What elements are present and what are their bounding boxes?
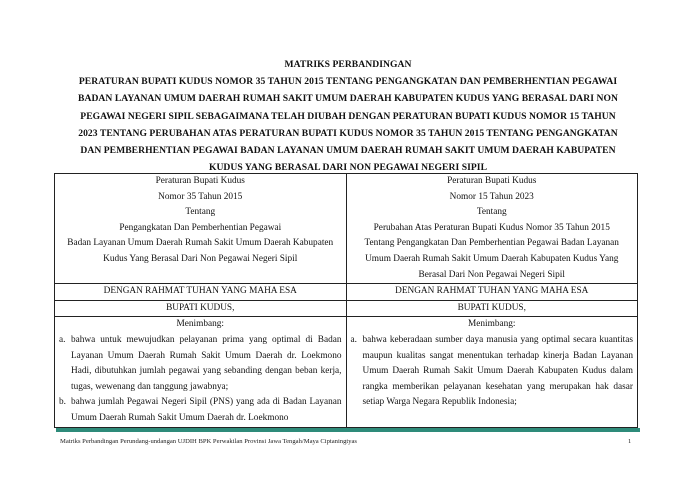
bupati-row <box>55 300 638 317</box>
left-menimbang-cell <box>55 317 347 427</box>
item-text: bahwa keberadaan sumber daya manusia yang optimal secara kuantitas maupun kualitas sangat menentukan terhadap kinerja Badan Layanan Umum Daerah Rumah Sakit Umum Daerah Kabupaten Kudus dalam rangka memberikan pelayanan kesehatan yang merupakan hak dasar setiap Warga Negara Republik Indonesia; <box>362 334 633 408</box>
menimbang-row <box>55 317 638 427</box>
left-header-line: Peraturan Bupati Kudus <box>155 176 245 186</box>
left-header-line: Badan Layanan Umum Daerah Rumah Sakit Umum Daerah Kabupaten <box>67 238 334 249</box>
comparison-table <box>54 173 638 428</box>
left-header-line: Pengangkatan Dan Pemberhentian Pegawai <box>119 222 282 233</box>
title-line: KUDUS YANG BERASAL DARI NON PEGAWAI NEGERI SIPIL <box>208 162 488 174</box>
right-header-line: Berasal Dari Non Pegawai Negeri Sipil <box>418 269 565 280</box>
footer-text: Matriks Perbandingan Perundang-undangan UJDIH BPK Perwakilan Provinsi Jawa Tengah/Maya Ciptaningtyas <box>60 438 358 445</box>
left-header-line: Kudus Yang Berasal Dari Non Pegawai Negeri Sipil <box>103 253 298 264</box>
right-header-line: Tentang <box>476 207 507 218</box>
title-line: 2023 TENTANG PERUBAHAN ATAS PERATURAN BUPATI KUDUS NOMOR 35 TAHUN 2015 TENTANG PENGANGKATAN <box>78 127 618 139</box>
list-item <box>59 333 342 395</box>
right-rahmat: DENGAN RAHMAT TUHAN YANG MAHA ESA <box>346 284 638 301</box>
left-menimbang-label: Menimbang: <box>176 319 224 330</box>
right-header-line: Umum Daerah Rumah Sakit Umum Daerah Kabupaten Kudus Yang <box>365 253 619 264</box>
page-number: 1 <box>628 438 632 445</box>
left-header-line: Tentang <box>185 207 216 218</box>
right-header-line: Peraturan Bupati Kudus <box>447 176 537 186</box>
title-line: PERATURAN BUPATI KUDUS NOMOR 35 TAHUN 2015 TENTANG PENGANGKATAN DAN PEMBERHENTIAN PEGAWAI <box>78 76 618 88</box>
item-label: a. <box>350 334 357 345</box>
left-rahmat: DENGAN RAHMAT TUHAN YANG MAHA ESA <box>55 284 347 301</box>
document-title <box>56 56 640 176</box>
list-item <box>351 333 634 411</box>
right-regulation-header <box>346 174 638 284</box>
right-header-line: Tentang Pengangkatan Dan Pemberhentian Pegawai Badan Layanan <box>364 238 619 249</box>
left-bupati: BUPATI KUDUS, <box>55 300 347 317</box>
item-label: b. <box>59 397 66 408</box>
item-label: a. <box>59 334 66 345</box>
left-header-line: Nomor 35 Tahun 2015 <box>158 191 243 202</box>
title-line: DAN PEMBERHENTIAN PEGAWAI BADAN LAYANAN UMUM DAERAH RUMAH SAKIT UMUM DAERAH KABUPATEN <box>80 145 616 157</box>
right-header-line: Perubahan Atas Peraturan Bupati Kudus Nomor 35 Tahun 2015 <box>373 222 610 233</box>
item-text: bahwa untuk mewujudkan pelayanan prima yang optimal di Badan Layanan Umum Daerah Rumah Sakit Umum Daerah dr. Loekmono Hadi, dibutuhkan jumlah pegawai yang sebanding dengan beban kerja, tugas, wewenang dan tanggung jawabnya; <box>71 334 342 392</box>
rahmat-row <box>55 284 638 301</box>
right-menimbang-label: Menimbang: <box>467 319 516 330</box>
title-line: PEGAWAI NEGERI SIPIL SEBAGAIMANA TELAH DIUBAH DENGAN PERATURAN BUPATI KUDUS NOMOR 15 TAHUN <box>80 110 616 122</box>
list-item <box>59 395 342 426</box>
right-header-line: Nomor 15 Tahun 2023 <box>449 191 534 202</box>
title-line: BADAN LAYANAN UMUM DAERAH RUMAH SAKIT UMUM DAERAH KABUPATEN KUDUS YANG BERASAL DARI NON <box>78 93 618 105</box>
right-bupati: BUPATI KUDUS, <box>346 300 638 317</box>
header-row <box>55 174 638 284</box>
item-text: bahwa jumlah Pegawai Negeri Sipil (PNS) yang ada di Badan Layanan Umum Daerah Rumah Sakit Umum Daerah dr. Loekmono <box>71 397 342 423</box>
footer-divider <box>56 428 640 432</box>
left-regulation-header <box>55 174 347 284</box>
right-menimbang-cell <box>346 317 638 427</box>
title-main: MATRIKS PERBANDINGAN <box>284 59 412 70</box>
